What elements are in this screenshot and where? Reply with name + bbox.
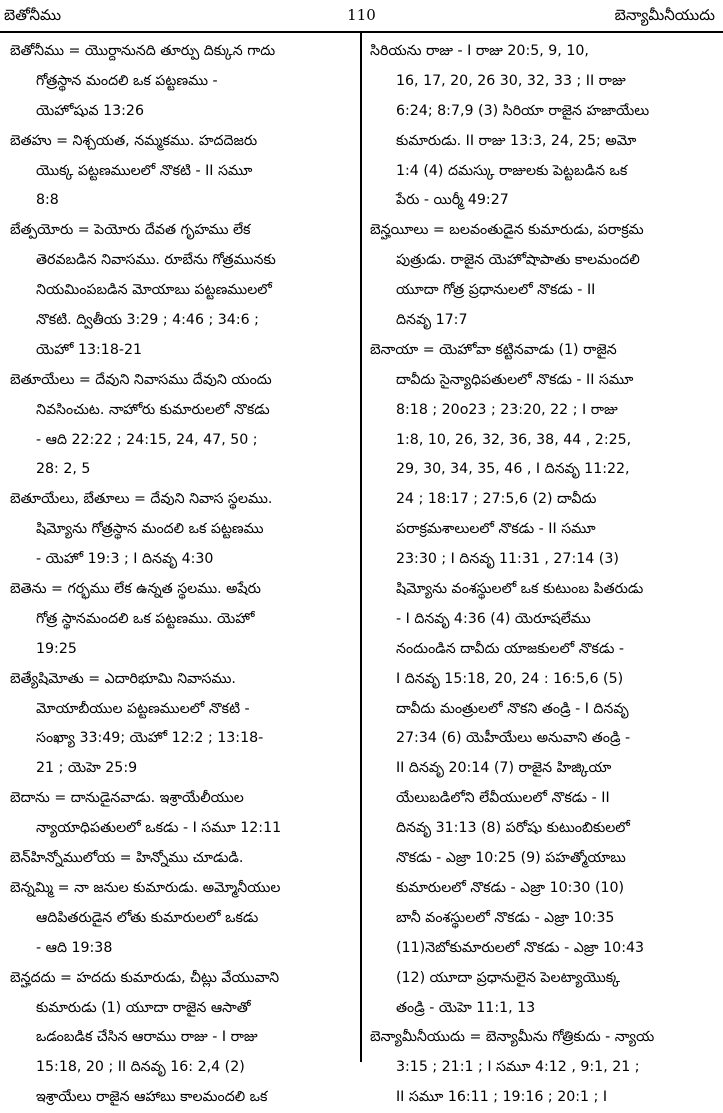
entry-continuation-line: నొకడు - ఎజ్రా 10:25 (9) పహత్మోయాబు	[396, 850, 626, 867]
entry-continuation-line: యెహోషువ 13:26	[36, 102, 144, 119]
entry-continuation-line: 23:30 ; I దినవృ 11:31 , 27:14 (3)	[396, 551, 619, 568]
dictionary-entry	[10, 127, 354, 217]
entry-headword-line: బెతూయేలు = దేవుని నివాసము దేవుని యందు	[10, 371, 272, 388]
entry-continuation-line: తెరవబడిన నివాసము. రూబేను గోత్రమునకు	[36, 252, 276, 269]
dictionary-entry	[370, 336, 714, 1023]
entry-continuation-line: - I దినవృ 4:36 (4) యెరూషలేము	[396, 610, 591, 627]
entry-continuation-line: 8:18 ; 20o23 ; 23:20, 22 ; I రాజు	[396, 401, 618, 418]
entry-continuation-line: బానీ వంశస్థులలో నొకడు - ఎజ్రా 10:35	[396, 909, 615, 926]
entry-continuation-line: న్యాయాధిపతులలో ఒకడు - I సమూ 12:11	[36, 820, 282, 837]
dictionary-entry	[10, 37, 354, 127]
left-column	[10, 37, 354, 1113]
entry-continuation-line: యేలుబడిలోని లేవీయులలో నొకడు - II	[396, 790, 610, 807]
right-column	[370, 37, 714, 1113]
entry-headword-line: బేత్పయోరు = పెయోరు దేవత గృహము లేక	[10, 222, 251, 239]
entry-continuation-line: తండ్రి - యెహె 11:1, 13	[396, 999, 536, 1016]
entry-continuation-line: (11)నెబోకుమారులలో నొకడు - ఎజ్రా 10:43	[396, 939, 645, 956]
entry-continuation-line: దినవృ 17:7	[396, 312, 468, 329]
page-number: 110	[347, 6, 376, 24]
header-left-term: బెతోనీము	[4, 6, 62, 24]
entry-headword-line: బెనాయా = యెహోవా కట్టినవాడు (1) రాజైన	[370, 341, 617, 358]
running-header	[0, 0, 723, 32]
entry-headword-line: బెతెను = గర్భము లేక ఉన్నత స్థలము. అషేరు	[10, 581, 261, 598]
entry-continuation-line: యూదా గోత్ర ప్రధానులలో నొకడు - II	[396, 282, 596, 299]
entry-continuation-line: - ఆది 19:38	[36, 939, 113, 956]
entry-continuation-line: గోత్ర స్థానమందలి ఒక పట్టణము. యెహో	[36, 610, 255, 627]
entry-continuation-line: నివసించుట. నాహోరు కుమారులలో నొకడు	[36, 401, 270, 418]
dictionary-entry	[10, 874, 354, 964]
entry-continuation-line: II సమూ 16:11 ; 19:16 ; 20:1 ; I	[396, 1089, 608, 1106]
entry-continuation-line: 27:34 (6) యెహీయేలు అనువాని తండ్రి -	[396, 730, 631, 747]
entry-continuation-line: నొకటి. ద్వితీయ 3:29 ; 4:46 ; 34:6 ;	[36, 312, 259, 329]
entry-continuation-line: కుమారులలో నొకడు - ఎజ్రా 10:30 (10)	[396, 879, 625, 896]
entry-continuation-line: పరాక్రమశాలులలో నొకడు - II సమూ	[396, 521, 596, 538]
dictionary-entry	[370, 216, 714, 336]
dictionary-entry	[10, 485, 354, 575]
entry-continuation-line: 15:18, 20 ; II దినవృ 16: 2,4 (2)	[36, 1059, 245, 1076]
dictionary-entry	[370, 1023, 714, 1113]
entry-headword-line: బెన్హయీలు = బలవంతుడైన కుమారుడు, పరాక్రమ	[370, 222, 644, 239]
entry-continuation-line: షిమ్యోను గోత్రస్థాన మందలి ఒక పట్టణము	[36, 521, 264, 538]
entry-continuation-line: గోత్రస్థాన మందలి ఒక పట్టణము -	[36, 72, 218, 89]
entry-headword-line: బెదాను = దానుడైనవాడు. ఇశ్రాయేలీయుల	[10, 790, 244, 807]
entry-headword-line: బెతహు = నిశ్చయత, నమ్మకము. హదదెజరు	[10, 132, 258, 149]
dictionary-entry	[10, 964, 354, 1113]
dictionary-entry	[10, 575, 354, 665]
header-right-term: బెన్యామీనీయుదు	[614, 6, 715, 24]
entry-headword-line: బెతూయేలు, బేతూలు = దేవుని నివాస స్థలము.	[10, 491, 273, 508]
entry-continuation-line: 28: 2, 5	[36, 461, 91, 478]
entry-continuation-line: పుత్రుడు. రాజైన యెహోషాపాతు కాలమందలి	[396, 252, 640, 269]
entry-headword-line: బెన్‌హిన్నోములోయ = హిన్నోము చూడుడి.	[10, 850, 244, 867]
entry-continuation-line: 3:15 ; 21:1 ; I సమూ 4:12 , 9:1, 21 ;	[396, 1059, 640, 1076]
dictionary-entry	[10, 844, 354, 874]
entry-continuation-line: ఒడంబడిక చేసిన ఆరాము రాజు - I రాజు	[36, 1029, 258, 1046]
entry-continuation-line: కుమారుడు (1) యూదా రాజైన ఆసాతో	[36, 999, 251, 1016]
entry-continuation-line: 29, 30, 34, 35, 46 , I దినవృ 11:22,	[396, 461, 630, 478]
dictionary-entry	[10, 216, 354, 365]
entry-headword-line: బెత్యేషిమోతు = ఎదారిభూమి నివాసము.	[10, 670, 236, 687]
entry-continuation-line: నందుండిన దావీదు యాజకులలో నొకడు -	[396, 640, 624, 657]
entry-headword-line: బెన్హదదు = హదదు కుమారుడు, చీట్లు వేయువాని	[10, 969, 280, 986]
entry-continuation-line: 24 ; 18:17 ; 27:5,6 (2) దావీదు	[396, 491, 597, 508]
entry-continuation-line: 16, 17, 20, 26 30, 32, 33 ; II రాజు	[396, 72, 626, 89]
entry-continuation-line: దినవృ 31:13 (8) పరోషు కుటుంబికులలో	[396, 820, 630, 837]
entry-continuation-line: పేరు - యిర్మీ 49:27	[396, 192, 509, 209]
entry-headword-line: బెన్యామీనీయుదు = బెన్యామీను గోత్రికుదు - న్యాయ	[370, 1029, 655, 1046]
dictionary-entry	[10, 366, 354, 486]
entry-headword-line: సిరియను రాజు - I రాజు 20:5, 9, 10,	[370, 43, 589, 59]
dictionary-entry	[10, 784, 354, 844]
entry-continuation-line: షిమ్యోను వంశస్థులలో ఒక కుటుంబ పితరుడు	[396, 581, 644, 598]
entry-continuation-line: (12) యూదా ప్రధానులైన పెలట్యాయొక్క	[396, 969, 620, 986]
entry-headword-line: బెన్నమ్మి = నా జనుల కుమారుడు. అమ్మోనీయుల	[10, 879, 281, 896]
entry-continuation-line: యెహో 13:18-21	[36, 341, 143, 358]
entry-continuation-line: యొక్క పట్టణములలో నొకటి - II సమూ	[36, 162, 253, 179]
entry-continuation-line: 21 ; యెహె 25:9	[36, 760, 138, 777]
entry-headword-line: బెతోనీము = యొర్దానునది తూర్పు దిక్కున గాదు	[10, 43, 276, 59]
column-divider	[360, 31, 362, 1062]
entry-continuation-line: - ఆది 22:22 ; 24:15, 24, 47, 50 ;	[36, 431, 258, 448]
entry-continuation-line: - యెహో 19:3 ; I దినవృ 4:30	[36, 551, 214, 568]
entry-continuation-line: 6:24; 8:7,9 (3) సిరియా రాజైన హజాయేలు	[396, 102, 650, 119]
entry-continuation-line: II దినవృ 20:14 (7) రాజైన హిజ్కియా	[396, 760, 612, 777]
entry-continuation-line: ఇశ్రాయేలు రాజైన ఆహాబు కాలమందలి ఒక	[36, 1089, 268, 1106]
entry-continuation-line: I దినవృ 15:18, 20, 24 : 16:5,6 (5)	[396, 670, 624, 687]
entry-continuation-line: నియమింపబడిన మోయాబు పట్టణములలో	[36, 282, 272, 299]
dictionary-entry	[370, 37, 714, 216]
entry-continuation-line: దావీదు మంత్రులలో నొకని తండ్రి - I దినవృ	[396, 700, 629, 717]
entry-continuation-line: 1:4 (4) దమస్కు రాజులకు పెట్టబడిన ఒక	[396, 162, 628, 179]
entry-continuation-line: కుమారుడు. II రాజు 13:3, 24, 25; అమో	[396, 132, 637, 149]
entry-continuation-line: 1:8, 10, 26, 32, 36, 38, 44 , 2:25,	[396, 431, 632, 448]
entry-continuation-line: మోయాబీయుల పట్టణములలో నొకటి -	[36, 700, 250, 717]
entry-continuation-line: ఆదిపితరుడైన లోతు కుమారులలో ఒకడు	[36, 909, 259, 926]
entry-continuation-line: సంఖ్యా 33:49; యెహో 12:2 ; 13:18-	[36, 730, 264, 747]
dictionary-entry	[10, 665, 354, 785]
entry-continuation-line: 19:25	[36, 640, 77, 657]
entry-continuation-line: దావీదు సైన్యాధిపతులలో నొకడు - II సమూ	[396, 371, 634, 388]
entry-continuation-line: 8:8	[36, 192, 59, 209]
